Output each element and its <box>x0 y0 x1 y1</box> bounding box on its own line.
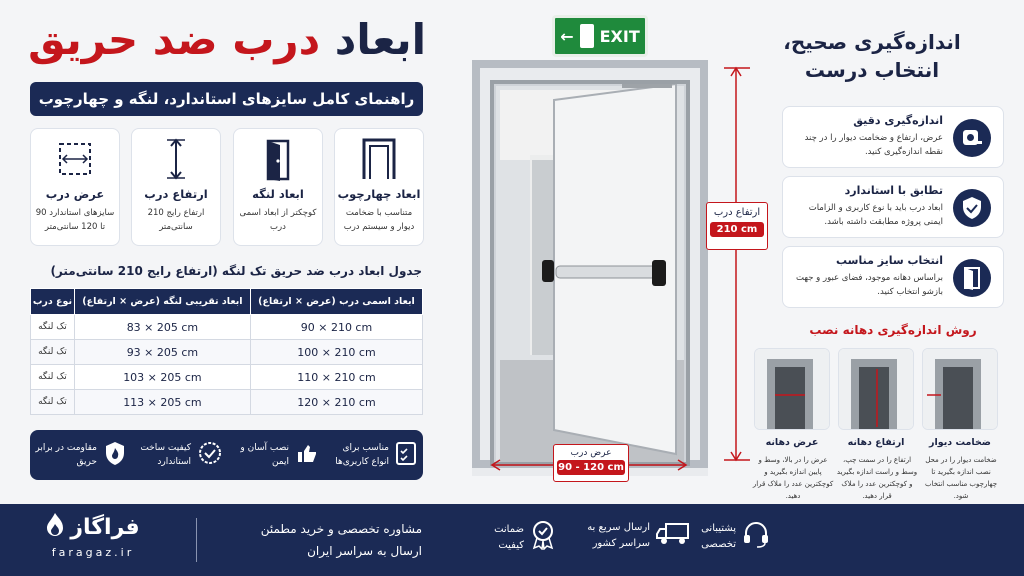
width-box-icon <box>31 137 119 181</box>
footer-message <box>222 518 422 562</box>
feature-item <box>325 438 417 472</box>
quality-badge-icon <box>197 440 223 471</box>
checklist-icon <box>395 440 417 471</box>
height-label: ارتفاع درب <box>713 207 761 218</box>
title-part2: درب ضد حریق <box>28 15 321 64</box>
thumbs-up-icon <box>295 441 319 470</box>
info-desc: عرض، ارتفاع و ضخامت دیوار را در چند نقطه اندازه‌گیری کنید. <box>804 133 943 157</box>
flame-icon <box>46 512 64 542</box>
table-title: جدول ابعاد درب ضد حریق تک لنگه (ارتفاع رایج 210 سانتی‌متر) <box>50 264 422 278</box>
exit-sign <box>552 15 648 57</box>
method-card-opening-height <box>838 348 914 430</box>
table-cell: 113 × 205 cm <box>74 390 250 415</box>
table-cell: تک لنگه <box>31 340 75 365</box>
method-label: ضخامت دیوار <box>929 437 991 448</box>
table-cell: 120 × 210 cm <box>250 390 422 415</box>
method-label: ارتفاع دهانه <box>847 437 905 448</box>
footer-item-label: ارسال سریع به سراسر کشور <box>587 522 650 549</box>
method-desc: عرض را در بالا، وسط و پایین اندازه بگیرید و کوچکترین عدد را ملاک قرار دهید. <box>752 456 834 500</box>
footer-item <box>690 520 770 554</box>
width-label: عرض درب <box>570 448 612 458</box>
table-cell: 93 × 205 cm <box>74 340 250 365</box>
running-man-icon <box>580 24 594 48</box>
footer-divider <box>196 518 197 562</box>
info-title: اندازه‌گیری دقیق <box>853 114 943 127</box>
door-leaf-icon <box>234 137 322 181</box>
info-title: تطابق با استاندارد <box>844 184 943 197</box>
dimension-lines <box>480 60 770 480</box>
info-desc: ابعاد درب باید با نوع کاربری و الزامات ایمنی پروژه مطابقت داشته باشد. <box>808 203 943 227</box>
exit-text: EXIT <box>599 26 640 46</box>
feature-item <box>131 438 223 472</box>
brand-logo <box>38 512 148 559</box>
table-header: ابعاد تقریبی لنگه (عرض × ارتفاع) <box>74 289 250 315</box>
table-cell: 103 × 205 cm <box>74 365 250 390</box>
table-cell: 110 × 210 cm <box>250 365 422 390</box>
table-cell: تک لنگه <box>31 315 75 340</box>
title-part1: ابعاد <box>334 15 426 64</box>
info-card-measure <box>782 106 1004 168</box>
table-cell: تک لنگه <box>31 365 75 390</box>
page-title <box>28 14 426 66</box>
info-card-standard <box>782 176 1004 238</box>
feature-item <box>227 438 319 472</box>
feature-label: کیفیت ساخت استاندارد <box>140 443 191 467</box>
brand-name: فراگاز <box>70 514 140 540</box>
truck-icon <box>656 520 690 552</box>
info-desc: براساس دهانه موجود، فضای عبور و جهت بازشو انتخاب کنید. <box>795 273 943 297</box>
footer-item-label: ضمانت کیفیت <box>494 524 524 551</box>
exit-arrow: ← <box>560 26 574 46</box>
footer-line2: ارسال به سراسر ایران <box>307 544 422 558</box>
method-label: عرض دهانه <box>765 437 819 448</box>
table-cell: 100 × 210 cm <box>250 340 422 365</box>
height-value: 210 cm <box>710 222 764 237</box>
table-row <box>31 365 423 390</box>
info-card-size <box>782 246 1004 308</box>
table-cell: 90 × 210 cm <box>250 315 422 340</box>
width-dimension-label <box>553 444 629 482</box>
right-heading: اندازه‌گیری صحیح، انتخاب درست <box>783 30 961 82</box>
table-header: ابعاد اسمی درب (عرض × ارتفاع) <box>250 289 422 315</box>
subtitle-banner: راهنمای کامل سایزهای استاندارد، لنگه و چهارچوب <box>30 82 423 116</box>
headset-icon <box>742 520 770 554</box>
card-title: ارتفاع درب <box>144 187 208 201</box>
brand-site: faragaz.ir <box>51 546 135 559</box>
card-door-leaf <box>233 128 323 246</box>
door-size-table <box>30 288 423 415</box>
shield-check-icon <box>953 189 991 227</box>
footer-item-label: پشتیبانی تخصصی <box>701 523 736 550</box>
card-title: ابعاد لنگه <box>252 187 304 201</box>
table-row <box>31 340 423 365</box>
footer-line1: مشاوره تخصصی و خرید مطمئن <box>260 522 422 536</box>
feature-label: مناسب برای انواع کاربری‌ها <box>335 443 389 467</box>
feature-item <box>35 438 127 472</box>
card-desc: ارتفاع رایج 210 سانتی‌متر <box>147 208 205 232</box>
footer-item <box>580 520 690 552</box>
card-title: ابعاد چهارچوب <box>337 187 421 201</box>
card-desc: کوچکتر از ابعاد اسمی درب <box>239 208 317 232</box>
method-desc: ضخامت دیوار را در محل نصب اندازه بگیرید تا چهارچوب مناسب انتخاب شود. <box>924 456 998 500</box>
tape-measure-icon <box>953 119 991 157</box>
height-dimension-label <box>706 202 768 250</box>
table-row <box>31 315 423 340</box>
card-width <box>30 128 120 246</box>
table-header: نوع درب <box>31 289 75 315</box>
door-size-icon <box>953 259 991 297</box>
method-card-opening-width <box>754 348 830 430</box>
fire-shield-icon <box>103 440 127 471</box>
table-cell: تک لنگه <box>31 390 75 415</box>
height-arrow-icon <box>132 137 220 181</box>
card-desc: متناسب با ضخامت دیوار و سیستم درب <box>343 208 415 232</box>
card-frame <box>334 128 424 246</box>
info-title: انتخاب سایز مناسب <box>836 254 943 267</box>
feature-label: مقاومت در برابر حریق <box>35 443 97 467</box>
method-desc: ارتفاع را در سمت چپ، وسط و راست اندازه بگیرید و کوچکترین عدد را ملاک قرار دهید. <box>836 456 918 500</box>
frame-icon <box>335 137 423 181</box>
card-desc: سایزهای استاندارد 90 تا 120 سانتی‌متر <box>35 208 115 232</box>
footer <box>0 504 1024 576</box>
feature-label: نصب آسان و ایمن <box>240 443 289 467</box>
footer-item <box>484 520 556 556</box>
table-cell: 83 × 205 cm <box>74 315 250 340</box>
quality-ribbon-icon <box>530 520 556 556</box>
method-card-wall-thickness <box>922 348 998 430</box>
features-strip <box>30 430 423 480</box>
method-title: روش اندازه‌گیری دهانه نصب <box>809 323 977 337</box>
width-value: 90 - 120 cm <box>558 462 624 473</box>
card-height <box>131 128 221 246</box>
table-row <box>31 390 423 415</box>
card-title: عرض درب <box>45 187 105 201</box>
